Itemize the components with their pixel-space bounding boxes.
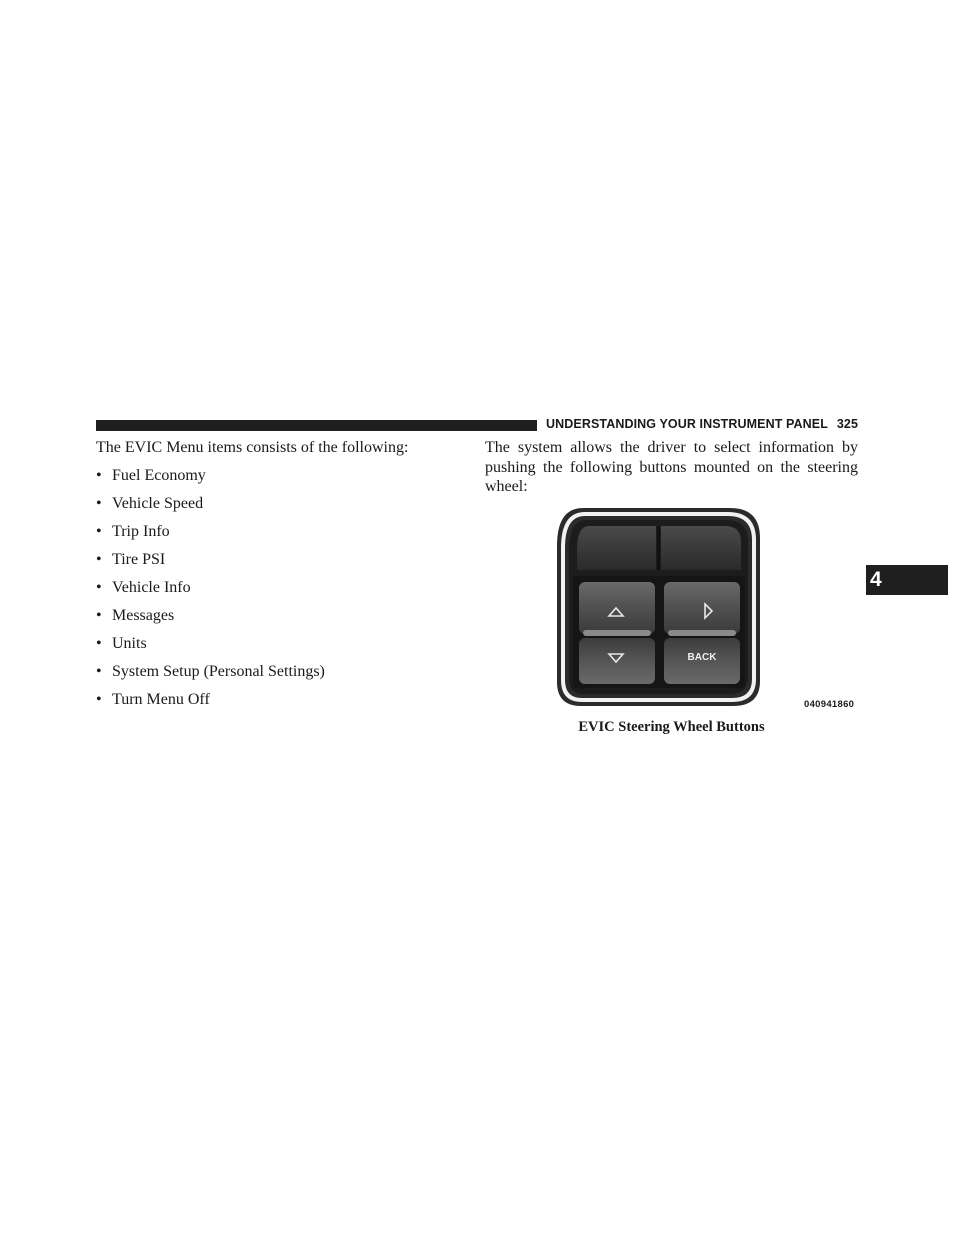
list-item: • Vehicle Speed bbox=[96, 495, 204, 512]
list-item: • Messages bbox=[96, 607, 175, 624]
upper-right-button bbox=[661, 526, 741, 570]
evic-menu-list bbox=[96, 466, 436, 718]
chapter-tab: 4 bbox=[866, 565, 948, 595]
list-item: • Fuel Economy bbox=[96, 467, 206, 484]
section-title: UNDERSTANDING YOUR INSTRUMENT PANEL bbox=[546, 417, 828, 431]
left-column bbox=[96, 438, 436, 718]
list-item: • System Setup (Personal Settings) bbox=[96, 663, 325, 680]
back-button-label: BACK bbox=[687, 652, 717, 663]
running-header bbox=[546, 417, 858, 431]
list-item: • Units bbox=[96, 635, 147, 652]
steering-wheel-buttons-figure bbox=[555, 506, 765, 708]
header-rule bbox=[96, 420, 537, 431]
right-button bbox=[664, 582, 740, 634]
page-number: 325 bbox=[836, 417, 858, 431]
figure-caption: EVIC Steering Wheel Buttons bbox=[578, 719, 765, 735]
list-item: • Tire PSI bbox=[96, 551, 166, 568]
figure-code: 040941860 bbox=[804, 699, 855, 710]
list-item: • Trip Info bbox=[96, 523, 170, 540]
list-item: • Turn Menu Off bbox=[96, 691, 210, 708]
steering-wheel-buttons-illustration bbox=[555, 506, 765, 708]
list-item: • Vehicle Info bbox=[96, 579, 191, 596]
intro-text: The EVIC Menu items consists of the following: bbox=[96, 439, 409, 456]
body-paragraph: The system allows the driver to select information by pushing the following buttons mounted on the steering wheel: bbox=[485, 439, 858, 495]
upper-left-button bbox=[577, 526, 656, 570]
right-column bbox=[485, 438, 858, 497]
